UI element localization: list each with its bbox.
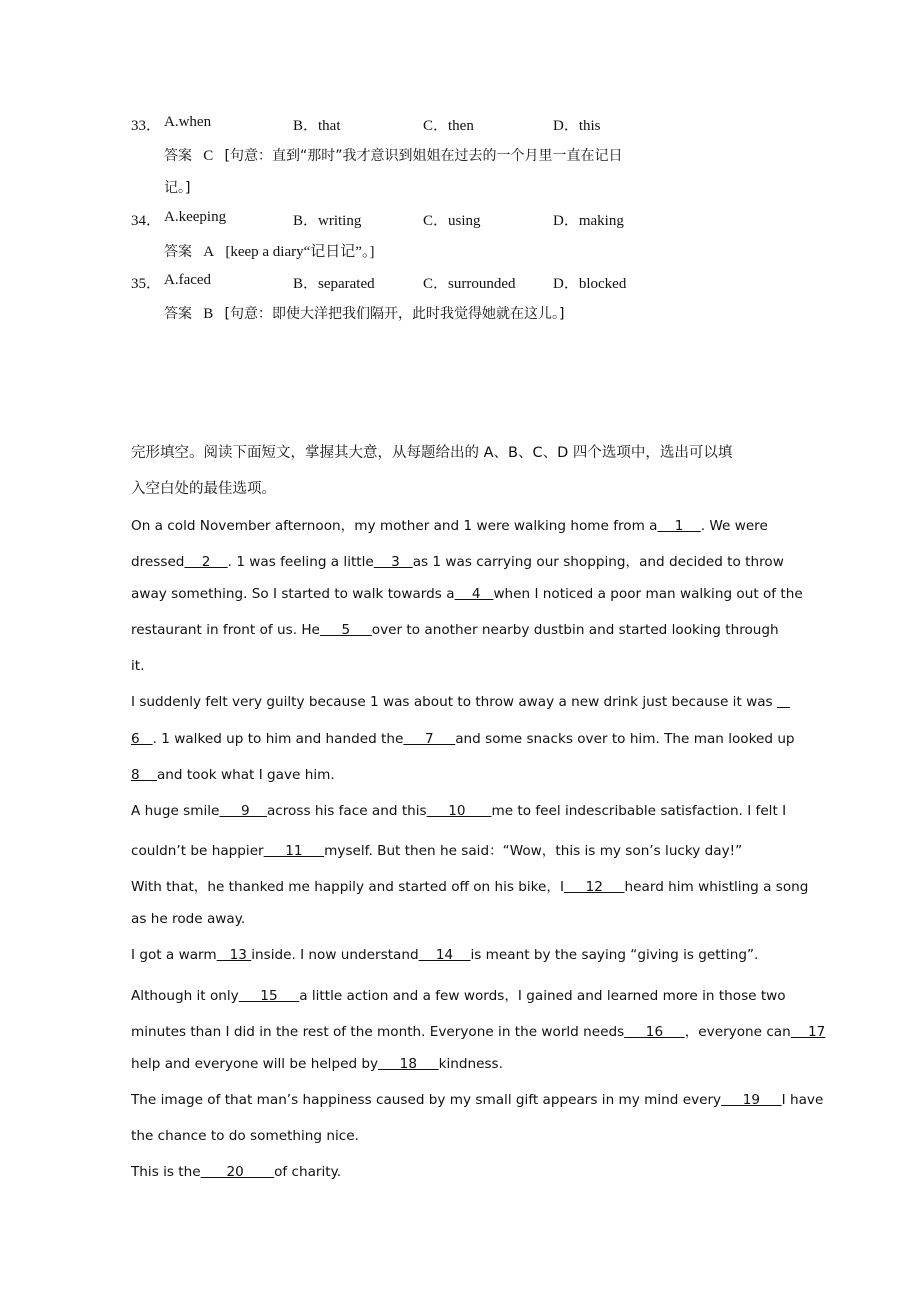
- passage-line: [131, 694, 790, 710]
- answer-35: [164, 303, 564, 323]
- blank-4: 4: [454, 586, 494, 602]
- blank-5: 5: [319, 622, 372, 638]
- passage-text: . 1 walked up to him and handed the: [152, 731, 404, 747]
- passage-line: [131, 1020, 825, 1040]
- passage-line: it.: [131, 658, 145, 674]
- answer-34: [164, 240, 374, 261]
- option-d: D．making: [553, 213, 624, 229]
- option-c: C．using: [423, 213, 481, 229]
- passage-line: [131, 947, 758, 963]
- passage-line: [131, 875, 808, 895]
- blank-17: 17: [790, 1024, 826, 1040]
- option-c: C．surrounded: [423, 276, 516, 292]
- passage-text: dressed: [131, 554, 185, 570]
- blank-16: 16: [624, 1024, 685, 1040]
- passage-line: [131, 550, 784, 570]
- passage-line: [131, 839, 742, 859]
- blank-6: 6: [131, 731, 153, 747]
- passage-line: [131, 984, 786, 1004]
- passage-text: me to feel indescribable satisfaction. I felt I: [491, 803, 787, 819]
- passage-text: A huge smile: [131, 803, 220, 819]
- option-b: B．that: [293, 118, 341, 134]
- blank-11: 11: [263, 843, 325, 859]
- passage-text: restaurant in front of us. He: [131, 622, 320, 638]
- answer-note: [句意：直到“那时”我才意识到姐姐在过去的一个月里一直在记日: [224, 148, 623, 164]
- passage-text: ，everyone can: [684, 1024, 791, 1040]
- answer-label: 答案: [164, 148, 192, 164]
- passage-line: the chance to do something nice.: [131, 1128, 359, 1144]
- passage-text: and some snacks over to him. The man looked up: [455, 731, 795, 747]
- question-number: 35．: [131, 276, 162, 292]
- blank-2: 2: [184, 554, 228, 570]
- answer-33-note-cont: 记。]: [164, 180, 191, 196]
- blank-10: 10: [426, 803, 492, 819]
- passage-text: and took what I gave him.: [156, 767, 335, 783]
- question-number: 34．: [131, 213, 162, 229]
- passage-text: Although it only: [131, 988, 239, 1004]
- passage-text: of charity.: [274, 1164, 342, 1180]
- answer-note: [keep a diary“记日记”。]: [225, 244, 375, 260]
- passage-line: [131, 1056, 503, 1072]
- blank-19: 19: [721, 1092, 782, 1108]
- passage-text: help and everyone will be helped by: [131, 1056, 379, 1072]
- blank-1: 1: [657, 518, 701, 534]
- passage-line: as he rode away.: [131, 911, 246, 927]
- option-d: D．blocked: [553, 276, 627, 292]
- blank-6-start: [777, 694, 790, 710]
- blank-7: 7: [403, 731, 456, 747]
- passage-text: I got a warm: [131, 947, 217, 963]
- passage-text: . 1 was feeling a little: [227, 554, 374, 570]
- passage-line: [131, 622, 779, 638]
- passage-text: a little action and a few words，I gained and learned more in those two: [299, 988, 786, 1004]
- answer-letter: A: [203, 244, 215, 260]
- passage-text: . We were: [700, 518, 768, 534]
- blank-14: 14: [418, 947, 471, 963]
- passage-text: over to another nearby dustbin and started looking through: [371, 622, 779, 638]
- passage-line: [131, 767, 335, 783]
- option-a: A.keeping: [164, 209, 227, 225]
- passage-text: inside. I now understand: [251, 947, 419, 963]
- passage-text: I have: [781, 1092, 824, 1108]
- passage-text: away something. So I started to walk towards a: [131, 586, 455, 602]
- answer-note: [句意：即使大洋把我们隔开，此时我觉得她就在这儿。]: [224, 306, 565, 322]
- blank-15: 15: [238, 988, 300, 1004]
- answer-label: 答案: [164, 244, 192, 260]
- passage-text: This is the: [131, 1164, 201, 1180]
- passage-text: With that，he thanked me happily and started off on his bike，I: [131, 879, 565, 895]
- answer-label: 答案: [164, 306, 192, 322]
- passage-text: across his face and this: [266, 803, 427, 819]
- cloze-instructions-line-2: 入空白处的最佳选项。: [131, 481, 276, 497]
- cloze-instructions-line-1: 完形填空。阅读下面短文，掌握其大意，从每题给出的 A、B、C、D 四个选项中，选出可以填: [131, 445, 733, 461]
- option-a: A.when: [164, 114, 212, 130]
- passage-text: minutes than I did in the rest of the month. Everyone in the world needs: [131, 1024, 625, 1040]
- option-b: B．separated: [293, 276, 375, 292]
- option-b: B．writing: [293, 213, 362, 229]
- option-a: A.faced: [164, 272, 212, 288]
- blank-9: 9: [219, 803, 267, 819]
- answer-letter: C: [203, 148, 214, 164]
- passage-text: The image of that man’s happiness caused by my small gift appears in my mind every: [131, 1092, 722, 1108]
- passage-line: [131, 731, 795, 747]
- answer-33: [164, 145, 622, 165]
- blank-3: 3: [373, 554, 413, 570]
- blank-18: 18: [378, 1056, 439, 1072]
- passage-line: [131, 803, 786, 819]
- passage-text: is meant by the saying “giving is getting”.: [470, 947, 759, 963]
- passage-text: heard him whistling a song: [624, 879, 809, 895]
- blank-12: 12: [564, 879, 625, 895]
- question-number: 33．: [131, 118, 162, 134]
- passage-line: [131, 1092, 823, 1108]
- blank-20: 20: [200, 1164, 275, 1180]
- passage-text: myself. But then he said：“Wow，this is my son’s lucky day!”: [324, 843, 743, 859]
- passage-text: when I noticed a poor man walking out of the: [493, 586, 803, 602]
- passage-text: On a cold November afternoon，my mother and 1 were walking home from a: [131, 518, 658, 534]
- blank-13: 13: [216, 947, 252, 963]
- passage-text: couldn’t be happier: [131, 843, 264, 859]
- passage-text: as 1 was carrying our shopping，and decided to throw: [412, 554, 784, 570]
- passage-text: I suddenly felt very guilty because 1 was about to throw away a new drink just because it was: [131, 694, 773, 710]
- passage-line: [131, 514, 768, 534]
- passage-line: [131, 586, 803, 602]
- option-c: C．then: [423, 118, 474, 134]
- passage-text: kindness.: [438, 1056, 503, 1072]
- option-d: D．this: [553, 118, 601, 134]
- blank-8: 8: [131, 767, 157, 783]
- passage-line: [131, 1164, 341, 1180]
- answer-letter: B: [203, 306, 214, 322]
